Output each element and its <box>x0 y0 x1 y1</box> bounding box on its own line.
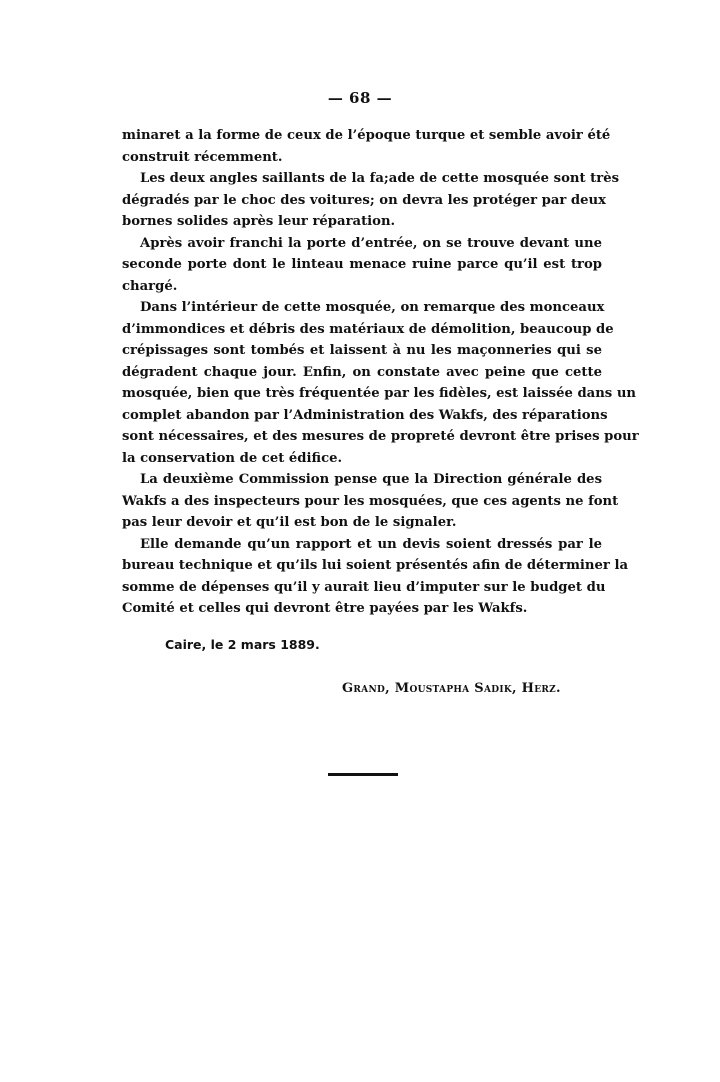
signature-names: Grand, Moustapha Sadik, Herz. <box>342 681 561 696</box>
dateline: Caire, le 2 mars 1889. <box>165 637 320 652</box>
text-line: construit récemment. <box>122 149 283 165</box>
text-line: complet abandon par l’Administration des Wakfs, des réparations <box>122 407 608 423</box>
text-line: Après avoir franchi la porte d’entrée, on se trouve devant une <box>140 235 602 251</box>
text-line: seconde porte dont le linteau menace ruine parce qu’il est trop <box>122 257 602 272</box>
text-line: somme de dépenses qu’il y aurait lieu d’imputer sur le budget du <box>122 579 606 595</box>
text-line: Dans l’intérieur de cette mosquée, on remarque des monceaux <box>140 300 605 315</box>
text-line: Elle demande qu’un rapport et un devis soient dressés par le <box>140 536 602 552</box>
text-line: Wakfs a des inspecteurs pour les mosquées, que ces agents ne font <box>122 493 619 509</box>
text-line: crépissages sont tombés et laissent à nu les maçonneries qui se <box>122 343 602 358</box>
paragraph <box>122 233 602 298</box>
text-line: dégradent chaque jour. Enfin, on constate avec peine que cette <box>122 364 602 380</box>
text-line: sont nécessaires, et des mesures de propreté devront être prises pour <box>122 429 639 444</box>
text-line: mosquée, bien que très fréquentée par les fidèles, est laissée dans un <box>122 386 636 401</box>
paragraph <box>122 297 639 469</box>
paragraph <box>122 534 629 620</box>
text-line: Comité et celles qui devront être payées par les Wakfs. <box>122 601 528 616</box>
paragraph <box>122 168 620 233</box>
text-line: bureau technique et qu’ils lui soient présentés afin de déterminer la <box>122 558 629 573</box>
text-line: Les deux angles saillants de la fa;ade de cette mosquée sont très <box>140 171 620 186</box>
text-line: pas leur devoir et qu’il est bon de le signaler. <box>122 515 457 530</box>
text-line: La deuxième Commission pense que la Direction générale des <box>140 472 602 487</box>
body-text <box>122 125 639 620</box>
text-line: minaret a la forme de ceux de l’époque turque et semble avoir été <box>122 128 611 143</box>
text-line: chargé. <box>122 278 178 294</box>
text-line: la conservation de cet édifice. <box>122 450 343 466</box>
text-line: d’immondices et débris des matériaux de démolition, beaucoup de <box>122 321 614 337</box>
page-number: — 68 — <box>327 89 393 107</box>
paragraph <box>122 469 619 534</box>
paragraph <box>122 125 611 168</box>
text-line: dégradés par le choc des voitures; on devra les protéger par deux <box>122 192 606 208</box>
text-line: bornes solides après leur réparation. <box>122 214 396 229</box>
closing-rule <box>328 773 398 776</box>
